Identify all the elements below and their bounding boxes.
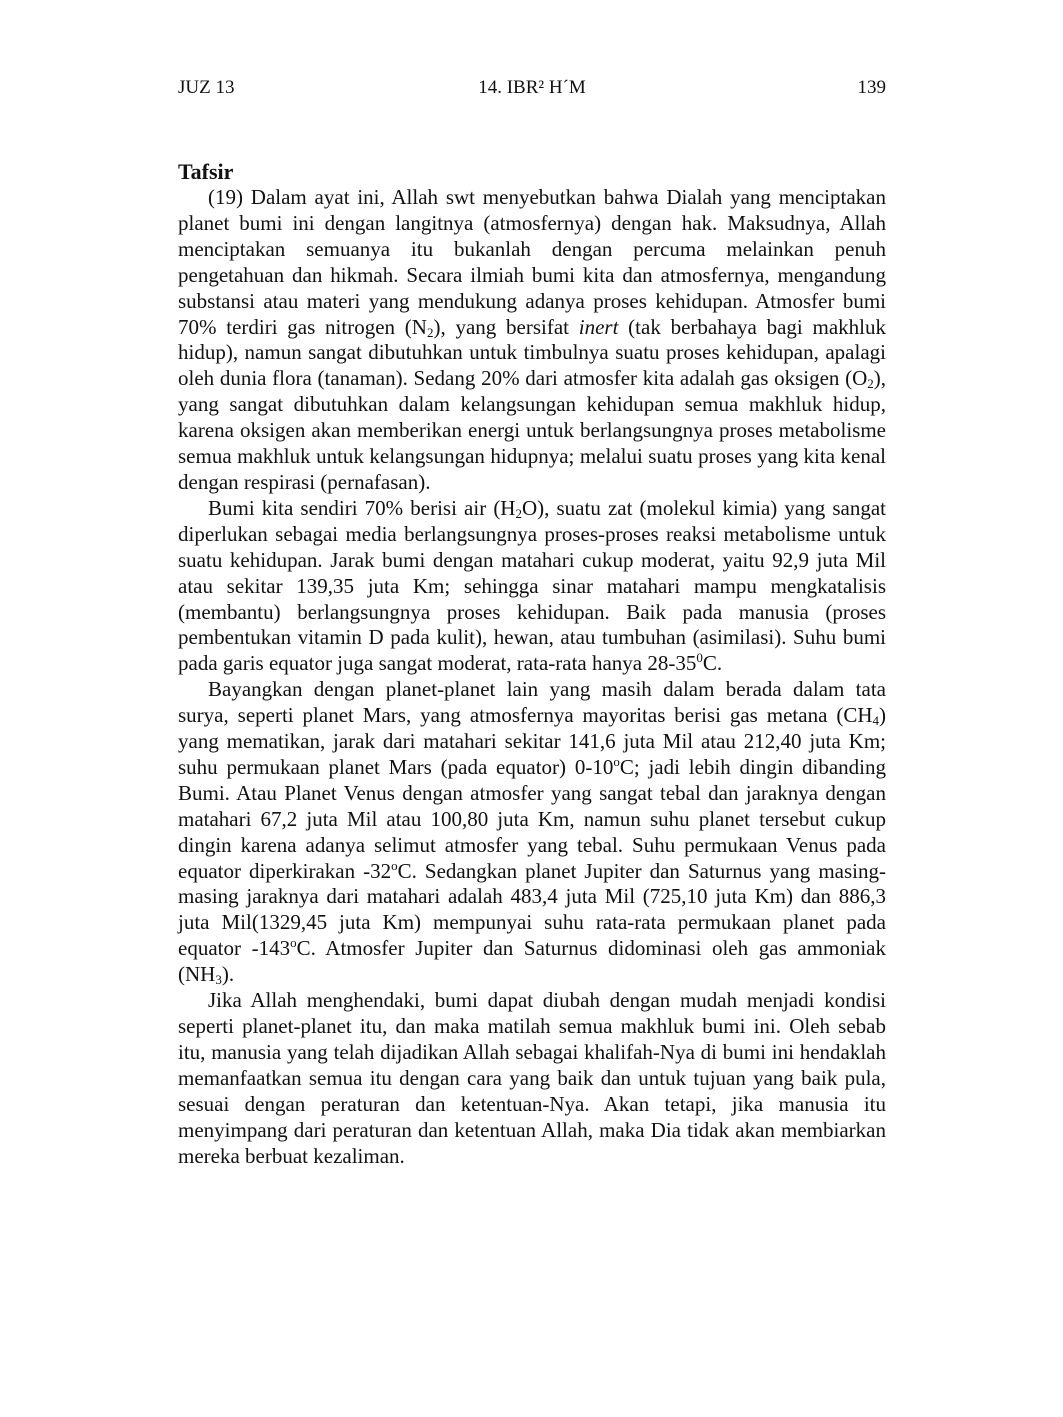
text-run: Bayangkan dengan planet-planet lain yang masih dalam berada dalam tata surya, seperti planet Mars, yang atmosfernya mayoritas berisi gas metana (CH bbox=[178, 677, 886, 728]
text-run: C. bbox=[702, 651, 723, 676]
superscript: o bbox=[391, 857, 398, 873]
text-run: Bumi kita sendiri 70% berisi air (H bbox=[208, 495, 516, 520]
page-number: 139 bbox=[857, 77, 886, 98]
paragraph-1 bbox=[178, 185, 886, 496]
superscript: 0 bbox=[696, 650, 703, 666]
text-run: Jika Allah menghendaki, bumi dapat diubah dengan mudah menjadi kondisi seperti planet-planet itu, dan maka matilah semua makhluk bumi ini. Oleh sebab itu, manusia yang telah dijadikan Allah sebagai khalifah-Nya di bumi ini hendaklah memanfaatkan semua itu dengan cara yang baik dan untuk tujuan yang baik pula, sesuai dengan peraturan dan ketentuan-Nya. Akan tetapi, jika manusia itu menyimpang dari peraturan dan ketentuan Allah, maka Dia tidak akan membiarkan mereka berbuat kezaliman. bbox=[178, 988, 886, 1168]
text-run: C. Sedangkan planet Jupiter dan Saturnus yang masing-masing jaraknya dari matahari adalah 483,4 juta Mil (725,10 juta Km) dan 886,3 juta Mil(1329,45 juta Km) mempunyai suhu rata-rata permukaan planet pada equator -143 bbox=[178, 858, 886, 961]
paragraph-4 bbox=[178, 988, 886, 1169]
subscript: 3 bbox=[215, 972, 222, 988]
italic-term: inert bbox=[578, 314, 619, 339]
subscript: 2 bbox=[515, 505, 522, 521]
juz-label: JUZ 13 bbox=[178, 77, 235, 98]
surah-title: 14. IBR² H´M bbox=[478, 77, 586, 98]
text-run: C; jadi lebih dingin dibanding Bumi. Atau Planet Venus dengan atmosfer yang sangat tebal dan jaraknya dengan matahari 67,2 juta Mil atau 100,80 juta Km, namun suhu planet tersebut cukup dingin karena adanya selimut atmosfer yang tebal. Suhu permukaan Venus pada equator diperkirakan -32 bbox=[178, 754, 887, 883]
text-run: O), suatu zat (molekul kimia) yang sangat diperlukan sebagai media berlangsungnya proses-proses reaksi metabolisme untuk suatu kehidupan. Jarak bumi dengan matahari cukup moderat, yaitu 92,9 juta Mil atau sekitar 139,35 juta Km; sehingga sinar matahari mampu mengkatalisis (membantu) berlangsungnya proses kehidupan. Baik pada manusia (proses pembentukan vitamin D pada kulit), hewan, atau tumbuhan (asimilasi). Suhu bumi pada garis equator juga sangat moderat, rata-rata hanya 28-35 bbox=[178, 495, 886, 676]
subscript: 2 bbox=[867, 376, 874, 392]
paragraph-2 bbox=[178, 496, 886, 677]
tafsir-body bbox=[178, 158, 886, 1169]
text-run: (tak berbahaya bagi makhluk hidup), namun sangat dibutuhkan untuk timbulnya suatu proses kehidupan, apalagi oleh dunia flora (tanaman). Sedang 20% dari atmosfer kita adalah gas oksigen (O bbox=[178, 314, 886, 391]
paragraph-3 bbox=[178, 677, 886, 988]
text-run: ), yang bersifat bbox=[433, 314, 579, 339]
superscript: o bbox=[290, 935, 297, 951]
subscript: 4 bbox=[872, 713, 879, 729]
text-run: ). bbox=[221, 962, 235, 987]
text-run: C. Atmosfer Jupiter dan Saturnus didominasi oleh gas ammoniak (NH bbox=[178, 936, 886, 987]
text-run: ), yang sangat dibutuhkan dalam kelangsungan kehidupan semua makhluk hidup, karena oksigen akan memberikan energi untuk berlangsungnya proses metabolisme semua makhluk untuk kelangsungan hidupnya; melalui suatu proses yang kita kenal dengan respirasi (pernafasan). bbox=[178, 366, 886, 494]
text-run: ) yang mematikan, jarak dari matahari sekitar 141,6 juta Mil atau 212,40 juta Km; suhu permukaan planet Mars (pada equator) 0-10 bbox=[178, 703, 886, 779]
section-title: Tafsir bbox=[178, 159, 234, 184]
superscript: o bbox=[613, 753, 620, 769]
text-run: (19) Dalam ayat ini, Allah swt menyebutkan bahwa Dialah yang menciptakan planet bumi ini dengan langitnya (atmosfernya) dengan hak. Maksudnya, Allah menciptakan semuanya itu bukanlah dengan percuma melainkan penuh pengetahuan dan hikmah. Secara ilmiah bumi kita dan atmosfernya, mengandung substansi atau materi yang mendukung adanya proses kehidupan. Atmosfer bumi 70% terdiri gas nitrogen (N bbox=[178, 185, 886, 339]
subscript: 2 bbox=[426, 324, 434, 340]
